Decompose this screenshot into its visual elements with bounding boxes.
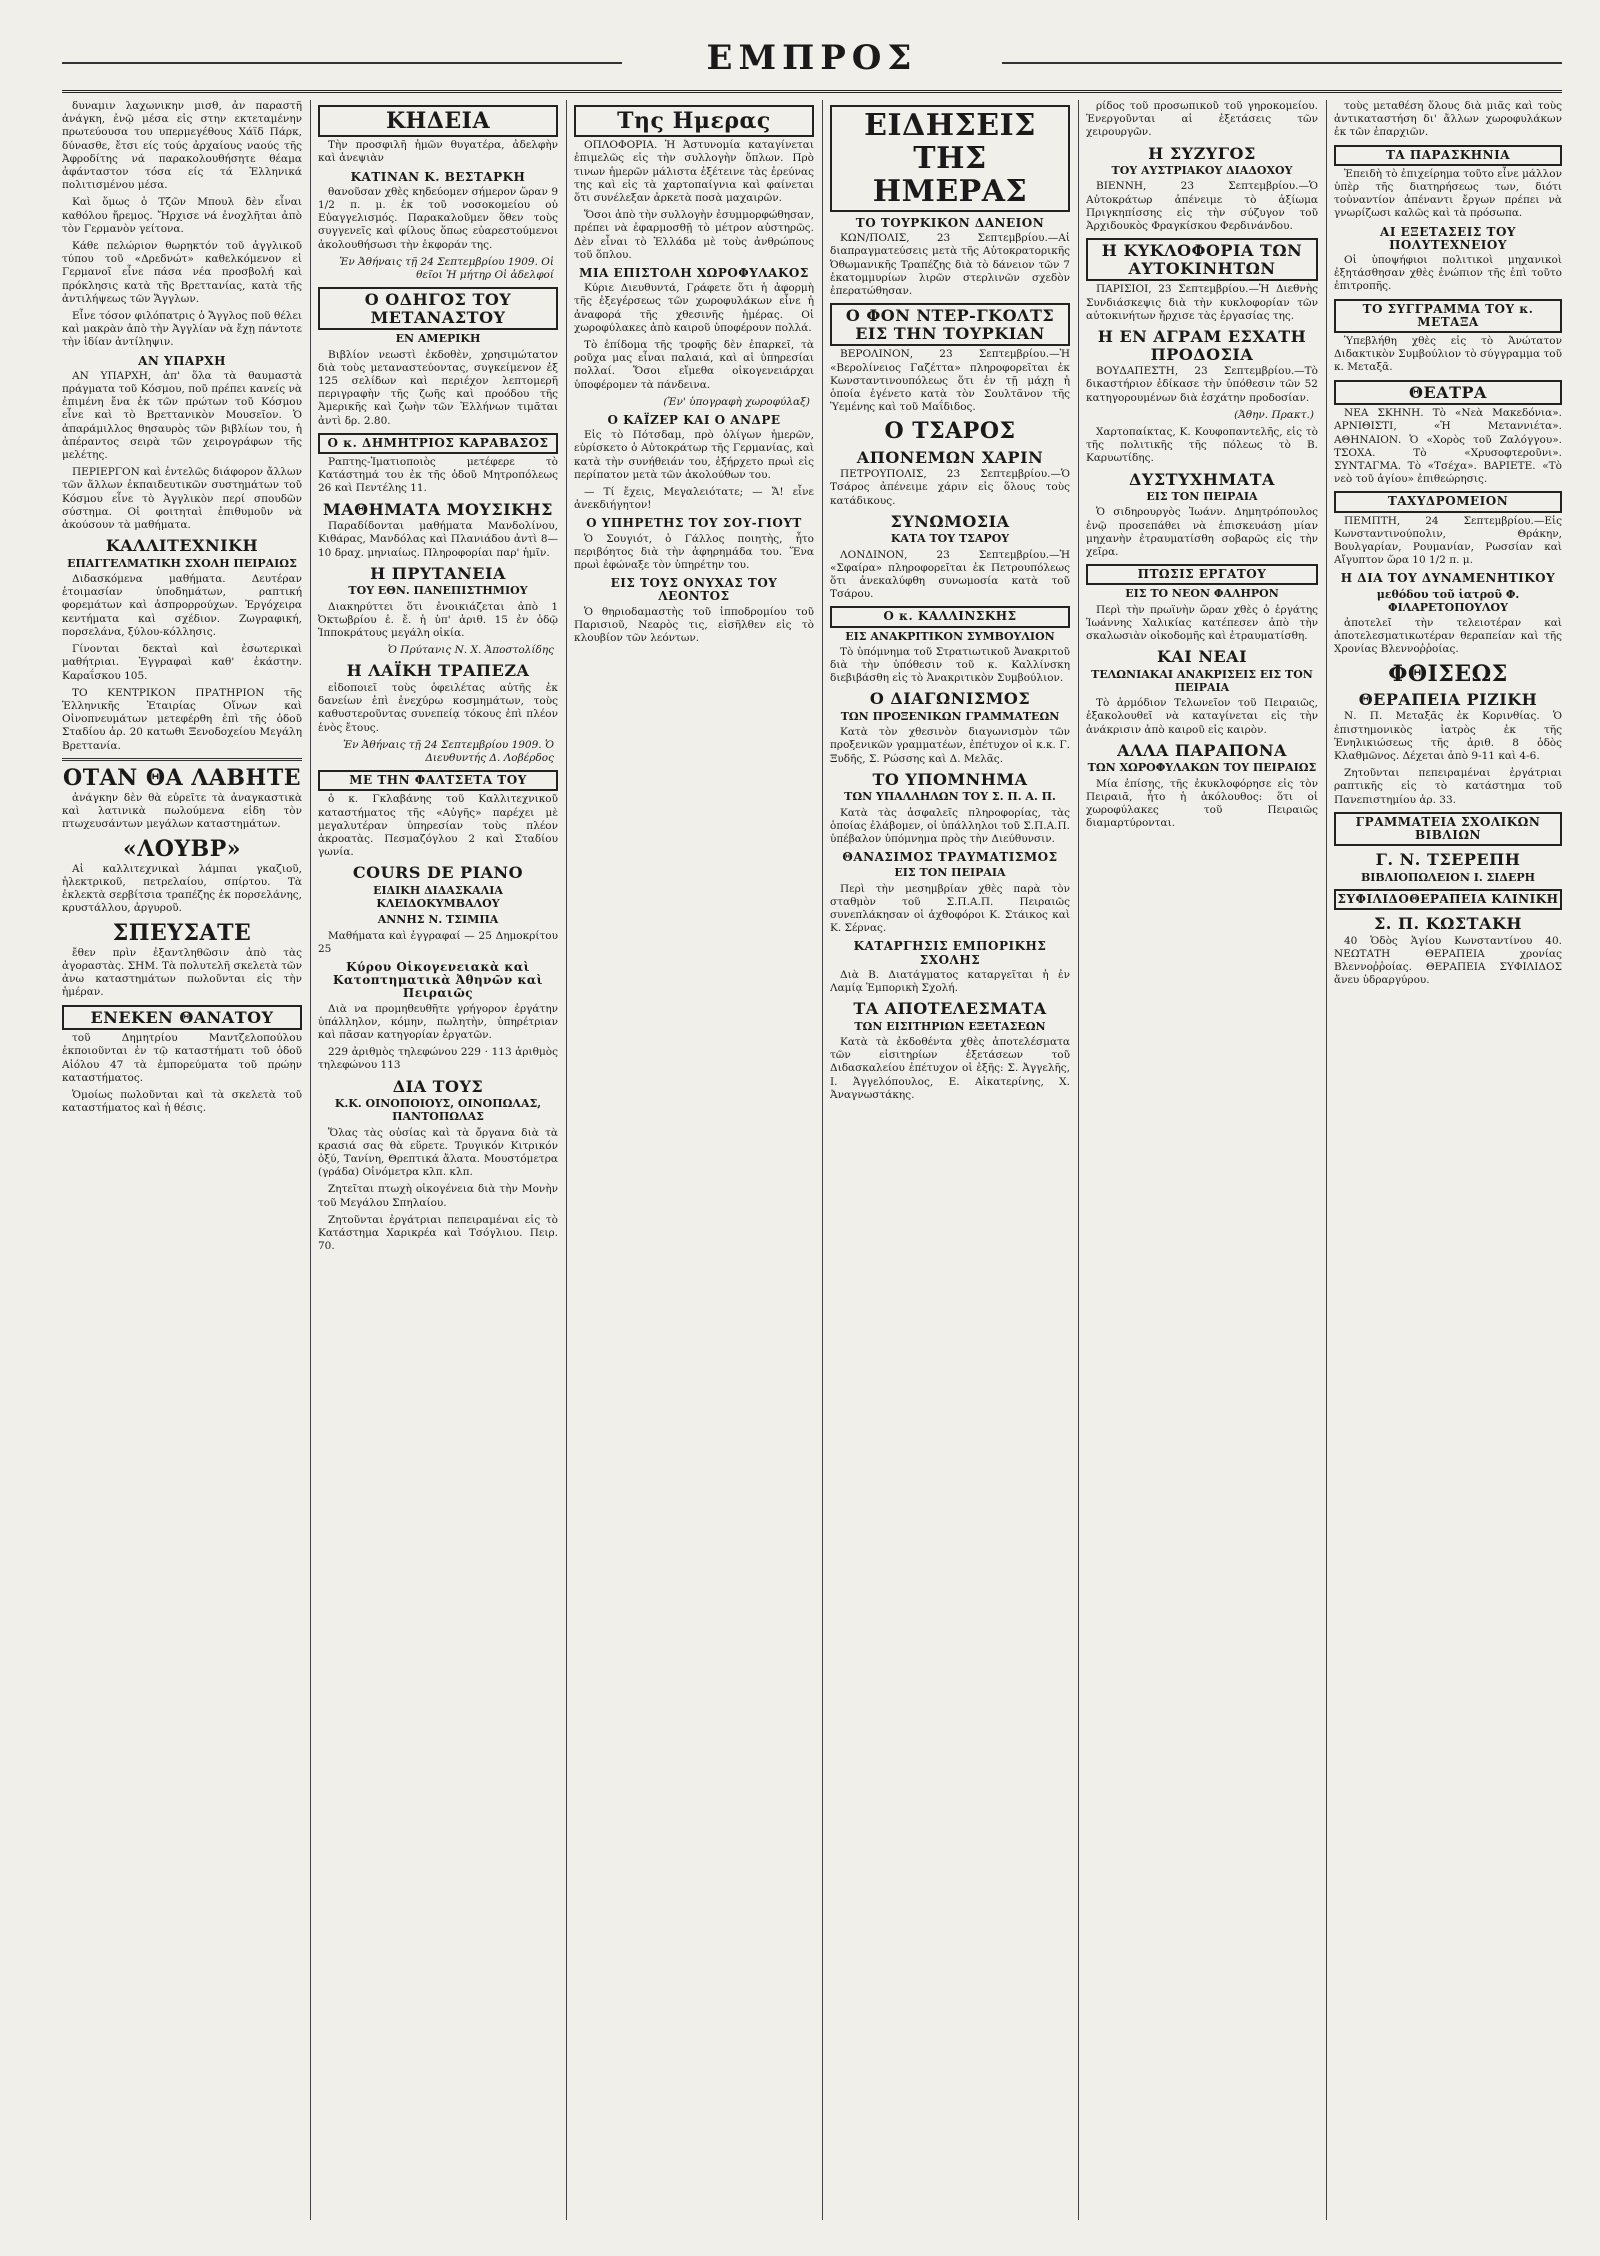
article-subheading: ΤΩΝ ΕΙΣΙΤΗΡΙΩΝ ΕΞΕΤΑΣΕΩΝ <box>854 1019 1046 1033</box>
article-text: Ραπτης-Ἰματιοποιὸς μετέφερε τὸ Κατάστημά του ἐκ τῆς ὁδοῦ Μητροπόλεως 26 καὶ Πεντέλης 11. <box>318 456 558 495</box>
article-text: ΠΑΡΙΣΙΟΙ, 23 Σεπτεμβρίου.—Ἡ Διεθνὴς Συνδιάσκεψις διὰ τὴν κυκλοφορίαν τῶν αὐτοκινήτων ἤρχισε τὰς ἐργασίας της. <box>1086 283 1318 322</box>
article-text: ὁ κ. Γκλαβάνης τοῦ Καλλιτεχνικοῦ καταστήματος τῆς «Αὐγῆς» παρέχει μὲ μεγαλυτέραν ὑπηρεσίαν τοὺς πλέον ἀκροατὰς. Πεσμαζόγλου 2 καὶ Σταδίου γωνία. <box>318 793 558 859</box>
column-divider <box>1078 100 1079 2220</box>
article-text: ΟΠΛΟΦΟΡΙΑ. Ἡ Ἀστυνομία καταγίνεται ἐπιμελῶς εἰς τὴν συλλογὴν ὅπλων. Πρὸ τινων ἡμερῶν μάλιστα ἐξέτεινε τὰς ἐρεύνας της καὶ εἰς τὰ χαρτοπαίγνια καὶ φαίνεται ὅτι συνέλεξαν ἀρκετὰ ποσὰ μαχαιρῶν. <box>574 139 814 204</box>
article-heading: ΟΤΑΝ ΘΑ ΛΑΒΗΤΕ <box>63 764 301 791</box>
article-text: Εἰς τὸ Πότσδαμ, πρὸ ὀλίγων ἡμερῶν, εὑρίσκετο ὁ Αὐτοκράτωρ τῆς Γερμανίας, καὶ κατὰ τὴν συνήθειάν του, ἐξήρχετο πρωὶ εἰς περίπατον μετὰ τῶν ἀκολούθων του. <box>574 429 814 481</box>
article-heading: ΜΙΑ ΕΠΙΣΤΟΛΗ ΧΩΡΟΦΥΛΑΚΟΣ <box>579 266 809 281</box>
article-heading: ΘΕΡΑΠΕΙΑ ΡΙΖΙΚΗ <box>1358 689 1538 709</box>
article-subheading: ΤΩΝ ΧΩΡΟΦΥΛΑΚΩΝ ΤΟΥ ΠΕΙΡΑΙΩΣ <box>1087 761 1317 775</box>
masthead-rule-right <box>1002 62 1562 64</box>
article-text: Τὴν προσφιλῆ ἡμῶν θυγατέρα, ἀδελφὴν καὶ ἀνεψιὰν <box>318 139 558 165</box>
article-heading: Η ΛΑΪΚΗ ΤΡΑΠΕΖΑ <box>346 661 530 681</box>
article-text: ΝΕΑ ΣΚΗΝΗ. Τὸ «Νεὰ Μακεδόνια». ΑΡΝΙΘΙΣΤΙ, «Ἡ Μεταννιέτα». ΑΘΗΝΑΙΟΝ. Ὁ «Χορὸς τοῦ Ζαλόγγου». ΤΣΟΧΑ. Τὸ «Χρυσοφτεροῦνι». ΣΥΝΤΑΓΜΑ. Τὸ «Τσέχα». ΒΑΡΙΕΤΕ. «Τὸ νεὸ τοῦ ἀγίου» ἐπιθεώρησις. <box>1334 407 1562 486</box>
article-subheading: ΕΙΔΙΚΗ ΔΙΔΑΣΚΑΛΙΑ ΚΛΕΙΔΟΚΥΜΒΑΛΟΥ <box>373 884 503 911</box>
article-subheading: ΕΙΣ ΤΟ ΝΕΟΝ ΦΑΛΗΡΟΝ <box>1125 587 1279 601</box>
article-heading: Ο κ. ΔΗΜΗΤΡΙΟΣ ΚΑΡΑΒΑΣΟΣ <box>318 433 558 454</box>
article-subheading: ΚΑΤΑ ΤΟΥ ΤΣΑΡΟΥ <box>890 532 1010 546</box>
article-text: Ζητοῦνται πεπειραμέναι ἐργάτριαι ραπτικῆς εἰς τὸ κατάστημα τοῦ Πανεπιστημίου ἀρ. 33. <box>1334 767 1562 806</box>
article-text: ΒΙΕΝΝΗ, 23 Σεπτεμβρίου.—Ὁ Αὐτοκράτωρ ἀπένειμε τὸ ἀξίωμα Πριγκηπίσσης εἰς τὴν σύζυγον τοῦ Ἀρχιδουκὸς Φραγκίσκου Φερδινάνδου. <box>1086 180 1318 233</box>
article-heading: ΤΑΧΥΔΡΟΜΕΙΟΝ <box>1334 491 1562 512</box>
article-signature: (Ἐν' ὑπογραφὴ χωροφύλαξ) <box>663 395 810 408</box>
article-heading: ΚΑΤΑΡΓΗΣΙΣ ΕΜΠΟΡΙΚΗΣ ΣΧΟΛΗΣ <box>853 939 1047 967</box>
article-heading: Σ. Π. ΚΩΣΤΑΚΗ <box>1373 914 1522 934</box>
article-text: τοὺς μεταθέση ὅλους διὰ μιᾶς καὶ τοὺς ἀντικαταστήση δι' ἄλλων χωροφυλάκων ἐκ τῶν ἐπαρχιῶν. <box>1334 100 1562 139</box>
column-2 <box>318 100 558 2220</box>
article-signature: Ἐν Ἀθήναις τῇ 24 Σεπτεμβρίου 1909. Οἱ θεῖοι Ἡ μήτηρ Οἱ ἀδελφοί <box>339 255 554 281</box>
newspaper-page <box>62 30 1562 2230</box>
article-heading: ΑΙ ΕΞΕΤΑΣΕΙΣ ΤΟΥ ΠΟΛΥΤΕΧΝΕΙΟΥ <box>1380 224 1516 252</box>
article-text: ΠΕΡΙΕΡΓΟΝ καὶ ἐντελῶς διάφορον ἄλλων τῶν ἄλλων ἐκπαιδευτικῶν συστημάτων τοῦ Κόσμου εἶνε τὸ Ἀγγλικὸν περί σπουδῶν σύστημα. Οἱ φοιτηταὶ ἐπιθυμοῦν νὰ ἀκούσουν τὰ μαθήματα. <box>62 466 302 532</box>
article-heading: ΤΑ ΑΠΟΤΕΛΕΣΜΑΤΑ <box>853 999 1047 1019</box>
article-subheading: ΤΟΥ ΑΥΣΤΡΙΑΚΟΥ ΔΙΑΔΟΧΟΥ <box>1111 164 1293 178</box>
article-subheading: ΤΩΝ ΠΡΟΞΕΝΙΚΩΝ ΓΡΑΜΜΑΤΕΩΝ <box>840 710 1060 723</box>
article-heading: ΔΙΑ ΤΟΥΣ <box>392 1076 484 1096</box>
newspaper-title: ΕΜΠΡΟΣ <box>706 38 918 78</box>
article-heading: ΤΑ ΠΑΡΑΣΚΗΝΙΑ <box>1334 145 1562 166</box>
article-heading: ΚΑΛΛΙΤΕΧΝΙΚΗ <box>105 536 259 556</box>
article-subheading: Κ.Κ. ΟΙΝΟΠΟΙΟΥΣ, ΟΙΝΟΠΩΛΑΣ, ΠΑΝΤΟΠΩΛΑΣ <box>334 1097 542 1124</box>
article-text: Κατὰ τὸν χθεσινὸν διαγωνισμὸν τῶν προξενικῶν γραμματέων, ἐπέτυχον οἱ κ.κ. Γ. Ξυδῆς, Σ. Ρώσσης καὶ Δ. Μελᾶς. <box>830 726 1070 765</box>
article-heading: ΕΝΕΚΕΝ ΘΑΝΑΤΟΥ <box>62 1005 302 1031</box>
article-subheading: ΒΙΒΛΙΟΠΩΛΕΙΟΝ Ι. ΣΙΔΕΡΗ <box>1360 870 1536 884</box>
article-subheading: ΕΙΣ ΤΟΝ ΠΕΙΡΑΙΑ <box>894 866 1006 880</box>
article-text: ἔθεν πρὶν ἐξαντληθῶσιν ἀπὸ τὰς ἀγοραστὰς. ΣΗΜ. Τὰ πολυτελῆ σκελετὰ τῶν ἀνω καταστημάτων πωλοῦνται εἰς τὴν ἡμέραν. <box>62 946 302 999</box>
article-text: Οἱ ὑποψήφιοι πολιτικοὶ μηχανικοὶ ἐξητάσθησαν χθὲς ἐνώπιον τῆς ἐπὶ τοῦτο ἐπιτροπῆς. <box>1334 253 1562 293</box>
article-text: ΚΩΝ/ΠΟΛΙΣ, 23 Σεπτεμβρίου.—Αἱ διαπραγματεύσεις μετὰ τῆς Αὐτοκρατορικῆς Ὀθωμανικῆς Τραπέζης διὰ τὸ δάνειον τῶν 7 ἑκατομμυρίων λιρῶν στερλινῶν σχεδὸν ἐπερατώθησαν. <box>830 232 1070 297</box>
article-heading: Ο ΟΔΗΓΟΣ ΤΟΥ ΜΕΤΑΝΑΣΤΟΥ <box>318 287 558 330</box>
article-text: Ν. Π. Μεταξᾶς ἐκ Κορινθίας. Ὁ ἐπιστημονικὸς ἰατρὸς ἐκ τῆς Ἐνηλικιώσεως τῆς ἀριθ. 8 ὁδὸς Κλαθμῶνος. Δέχεται ἀπὸ 9-11 καὶ 4-6. <box>1334 710 1562 762</box>
article-text: ρίδος τοῦ προσωπικοῦ τοῦ γηροκομείου. Ἐνεργοῦνται αἱ ἐξετάσεις τῶν χειρουργῶν. <box>1086 100 1318 139</box>
article-heading: ΤΟ ΣΥΓΓΡΑΜΜΑ ΤΟΥ κ. ΜΕΤΑΞΑ <box>1334 299 1562 333</box>
article-text: ΤΟ ΚΕΝΤΡΙΚΟΝ ΠΡΑΤΗΡΙΟΝ τῆς Ἑλληνικῆς Ἑταιρίας Οἴνων καὶ Οἰνοπνευμάτων μετεφέρθη ἐπὶ τῆς ὁδοῦ Σταδίου ἀρ. 20 κατωθι Ξενοδοχείου Μεγάλη Βρεττανία. <box>62 686 302 752</box>
article-text: Κατὰ τὰς ἀσφαλεῖς πληροφορίας, τὰς ὁποίας ἐλάβομεν, οἱ ὑπάλληλοι τοῦ Σ.Π.Α.Π. ὑπέβαλον ὑπόμνημα πρὸς τὴν Διεύθυνσιν. <box>830 806 1070 846</box>
article-text: Περὶ τὴν μεσημβρίαν χθὲς παρὰ τὸν σταθμὸν τοῦ Σ.Π.Α.Π. Πειραιῶς συνεπλάκησαν οἱ ἀχθοφόροι Κ. Στάικος καὶ Κ. Σέρνας. <box>830 882 1070 935</box>
article-text: Διὰ Β. Διατάγματος καταργεῖται ἡ ἐν Λαμίᾳ Ἐμπορικὴ Σχολή. <box>830 968 1070 994</box>
article-heading: ΘΑΝΑΣΙΜΟΣ ΤΡΑΥΜΑΤΙΣΜΟΣ <box>842 850 1058 865</box>
article-text: ἀνάγκην δὲν θὰ εὐρεῖτε τὰ ἀναγκαστικὰ καὶ λατινικὰ πωλούμενα εἰδη τὸν πτωχευσάντων μεγάλων καταστημάτων. <box>62 791 302 831</box>
article-heading: ΚΑΙ ΝΕΑΙ <box>1156 647 1248 667</box>
article-heading: ΣΥΦΙΛΙΔΟΘΕΡΑΠΕΙΑ ΚΛΙΝΙΚΗ <box>1334 889 1562 910</box>
article-text: Γίνονται δεκταὶ καὶ ἐσωτερικαὶ μαθήτριαι. Ἐγγραφαὶ καθ' ἑκάστην. Καραΐσκου 105. <box>62 643 302 682</box>
article-text: Βιβλίον νεωστὶ ἐκδοθὲν, χρησιμώτατον διὰ τοὺς μεταναστεύοντας, συγκείμενον ἐξ 125 σελίδων καὶ περιέχον λεπτομερῆ περιγραφὴν τῆς ζωῆς καὶ προόδου τῆς Ἀμερικῆς καὶ ζωὴν τῶν Ἑλλήνων τιμᾶται ἀντὶ δρ. 2.80. <box>318 348 558 427</box>
article-text: Κατὰ τὰ ἐκδοθέντα χθὲς ἀποτελέσματα τῶν εἰσιτηρίων ἐξετάσεων τοῦ Διδασκαλείου ἐπέτυχον οἱ ἑξῆς: Σ. Ἀγγελῆς, Ι. Ἀγγελόπουλος, Ε. Αἰκατερίνης, Χ. Ἀναγνωστάκης. <box>830 1036 1070 1101</box>
article-text: Κύριε Διευθυντά, Γράφετε ὅτι ἡ ἀφορμὴ τῆς ἐξεγέρσεως τῶν χωροφυλάκων εἶνε ἡ ἀναφορά τῆς χθεσινῆς ἡμέρας. Οἱ χωροφύλακες ἀπὸ καιροῦ ὑποφέρουν πολλά. <box>574 282 814 334</box>
article-text: Ζητοῦνται ἐργάτριαι πεπειραμέναι εἰς τὸ Κατάστημα Χαρικρέα καὶ Τσόγλιου. Πειρ. 70. <box>318 1213 558 1253</box>
article-heading: ΠΤΩΣΙΣ ΕΡΓΑΤΟΥ <box>1086 564 1318 585</box>
column-divider <box>566 100 567 2220</box>
article-subheading: ΤΟΥ ΕΘΝ. ΠΑΝΕΠΙΣΤΗΜΙΟΥ <box>348 584 528 598</box>
article-heading: ΑΠΟΝΕΜΩΝ ΧΑΡΙΝ <box>856 447 1044 467</box>
article-heading: Η ΠΡΥΤΑΝΕΙΑ <box>370 563 506 583</box>
article-signature: Ἐν Ἀθήναις τῇ 24 Σεπτεμβρίου 1909. Ὁ Διευθυντής Δ. Λοβέρδος <box>343 738 554 765</box>
article-text: Μαθήματα καὶ ἐγγραφαί — 25 Δημοκρίτου 25 <box>318 929 558 955</box>
article-subheading: μεθόδου τοῦ ἰατροῦ Φ. ΦΙΛΑΡΕΤΟΠΟΥΛΟΥ <box>1376 587 1520 614</box>
article-text: — Τί ἔχεις, Μεγαλειότατε; — Ἄ! εἶνε ἀνεκδιήγητον! <box>574 486 814 512</box>
column-divider <box>1326 100 1327 2220</box>
article-heading: Ο ΦΟΝ ΝΤΕΡ-ΓΚΟΛΤΣ ΕΙΣ ΤΗΝ ΤΟΥΡΚΙΑΝ <box>830 303 1070 346</box>
article-text: ΒΟΥΔΑΠΕΣΤΗ, 23 Σεπτεμβρίου.—Τὸ δικαστήριον ἐδίκασε τὴν ὑπόθεσιν τῶν 52 κατηγορουμένων διὰ ἐσχάτην προδοσίαν. <box>1086 365 1318 404</box>
article-heading: Κύρου Οἰκογενειακὰ καὶ Κατοπτηματικὰ Ἀθηνῶν καὶ Πειραιῶς <box>333 960 543 1001</box>
article-heading: Ο ΤΣΑΡΟΣ <box>884 418 1016 445</box>
article-text: ΠΕΜΠΤΗ, 24 Σεπτεμβρίου.—Εἰς Κωνσταντινούπολιν, Θράκην, Βουλγαρίαν, Ρουμανίαν, Ρωσσίαν καὶ Αἴγυπτον ὥρα 10 1/2 π. μ. <box>1334 514 1562 567</box>
article-heading: Ο κ. ΚΑΛΛΙΝΣΚΗΣ <box>830 606 1070 627</box>
article-heading: ΦΘΙΣΕΩΣ <box>1388 660 1508 687</box>
article-signature: (Ἀθην. Πρακτ.) <box>1234 408 1314 421</box>
article-text: ΑΝ ΥΠΑΡΧΗ, ἀπ' ὅλα τὰ θαυμαστὰ πράγματα τοῦ Κόσμου, ποῦ πρέπει κανείς νὰ ἐπιμένη ἔνα ἐκ τῶν πρώτων τοῦ Κόσμου εἶνε καὶ τὸ Βρεττανικὸν Μουσεῖον. Ὁ ἀπαράμιλλος θησαυρὸς τῶν βιβλίων του, ἡ ἀπέραντος σειρὰ τῶν χειρογράφων τῆς μελέτης. <box>62 369 302 462</box>
article-heading: ΓΡΑΜΜΑΤΕΙΑ ΣΧΟΛΙΚΩΝ ΒΙΒΛΙΩΝ <box>1334 812 1562 846</box>
article-text: Κάθε πελώριον θωρηκτόν τοῦ ἀγγλικοῦ τύπου τοῦ «Δρεδνώτ» καθελκόμενον εἰ Γερμανοῖ εἶνε πάσα νέα προσβολή καὶ πρόκλησις κατὰ τῆς Βρεττανίας, κατὰ τῆς ἀντιλήψεως τῶν Ἄγγλων. <box>62 240 302 305</box>
column-6 <box>1334 100 1562 2220</box>
article-subheading: ΕΠΑΓΓΕΛΜΑΤΙΚΗ ΣΧΟΛΗ ΠΕΙΡΑΙΩΣ <box>67 556 297 570</box>
article-heading: Ο ΥΠΗΡΕΤΗΣ ΤΟΥ ΣΟΥ-ΓΙΟΥΤ <box>586 516 802 531</box>
column-1 <box>62 100 302 2220</box>
article-text: Διακηρύττει ὅτι ἐνοικιάζεται ἀπὸ 1 Ὀκτωβρίου ἐ. ἔ. ἡ ὑπ' ἀριθ. 15 ἐν ὁδῷ Ἱπποκράτους μεγάλη οἰκία. <box>318 600 558 640</box>
article-text: Μία ἐπίσης, τῆς ἐκυκλοφόρησε εἰς τὸν Πειραιᾶ, ἦτο ἡ ἀκόλουθος: ὅτι οἱ χωροφύλακες τοῦ Πειραιῶς διαμαρτύρονται. <box>1086 777 1318 830</box>
article-text: Αἱ καλλιτεχνικαὶ λάμπαι γκαζιοῦ, ἡλεκτρικοῦ, πετρελαίου, σπίρτου. Τὰ ἐκλεκτὰ σερβίτσια τραπέζης ἐκ πορσελάνης, κρυστάλλου, ἀργυροῦ. <box>62 862 302 915</box>
article-text: Περὶ τὴν πρωϊνὴν ὥραν χθὲς ὁ ἐργάτης Ἰωάννης Χαλικίας κατέπεσεν ἀπὸ τὴν σκαλωσιὰν οἰκοδομῆς καὶ ἐτραυματίσθη. <box>1086 603 1318 643</box>
article-text: δυναμιν λαχωνικην μισθ, ἀν παραστῆ ἀνάγκη, ἐνῷ μέσα εἰς στην εκτεταμένην πρωτεύουσα του υπερμεγέθους Χάϊδ Πάρκ, δύνασθε, ἔτσι είς τούς ἀρχαίους ναούς τῆς Ἀφροδίτης νά παρακολουθήσητε θέαμα ἀφάνταστον τόσα είς τά Ἑλληνικά πολιτισμένου μέσα. <box>62 100 302 192</box>
article-subheading: ΕΝ ΑΜΕΡΙΚΗ <box>395 332 481 346</box>
article-text: Εἶνε τόσον φιλόπατρις ὁ Ἄγγλος ποῦ θέλει καὶ μακρὰν ἀπὸ τὴν Ἀγγλίαν νὰ ἔχῃ πάντοτε τὴν ἰδίαν ἀντίληψιν. <box>62 310 302 349</box>
article-heading: ΤΟ ΤΟΥΡΚΙΚΟΝ ΔΑΝΕΙΟΝ <box>855 216 1045 230</box>
article-heading: ΚΑΤΙΝΑΝ Κ. ΒΕΣΤΑΡΚΗ <box>350 169 526 184</box>
article-heading: ΜΑΘΗΜΑΤΑ ΜΟΥΣΙΚΗΣ <box>323 499 553 519</box>
article-heading: Της Ημερας <box>574 105 814 137</box>
article-heading: «ΛΟΥΒΡ» <box>122 835 242 862</box>
masthead <box>62 30 1562 93</box>
article-heading: ΤΟ ΥΠΟΜΝΗΜΑ <box>872 769 1028 789</box>
article-text: Καὶ ὅμως ὁ Τζῶν Μπουλ δὲν εἶναι καθόλου ἤρεμος. Ἤρχισε νά ἐνοχλῆται ἀπὸ τὸν Γερμανὸν γείτονα. <box>62 196 302 235</box>
article-text: Διὰ να προμηθευθῆτε γρήγορον ἐργάτην ὑπάλληλον, κόμην, πωλητὴν, ὑπηρέτριαν καὶ πᾶσαν κατηγορίαν ἐργατῶν. <box>318 1002 558 1042</box>
article-text: Τὸ ἐπίδομα τῆς τροφῆς δὲν ἐπαρκεῖ, τὰ ροῦχα μας εἶναι παλαιά, καὶ αἱ ὑπηρεσίαι πολλαί. Ὅσοι εἴμεθα οἰκογενειάρχαι ὑποφέρομεν τὰ πάνδεινα. <box>574 339 814 391</box>
article-heading: ΕΙΔΗΣΕΙΣ ΤΗΣ ΗΜΕΡΑΣ <box>830 105 1070 212</box>
article-heading: Η ΕΝ ΑΓΡΑΜ ΕΣΧΑΤΗ ΠΡΟΔΟΣΙΑ <box>1097 327 1307 364</box>
column-4 <box>830 100 1070 2220</box>
article-text: Ὁ σιδηρουργὸς Ἰωάνν. Δημητρόπουλος ἐνῷ προσεπάθει νὰ ἐπισκευάσῃ μίαν μηχανὴν ἐτραυματίσθη σοβαρῶς εἰς τὴν χεῖρα. <box>1086 506 1318 559</box>
article-text: Ὑπεβλήθη χθὲς εἰς τὸ Ἀνώτατον Διδακτικὸν Συμβούλιον τὸ σύγγραμμα τοῦ κ. Μεταξᾶ. <box>1334 334 1562 374</box>
column-divider <box>822 100 823 2220</box>
article-text: ἀποτελεῖ τὴν τελειοτέραν καὶ ἀποτελεσματικωτέραν θεραπείαν καὶ τῆς Χρονίας Βλεννοῤῥοίας. <box>1334 616 1562 656</box>
article-text: Ζητεῖται πτωχὴ οἰκογένεια διὰ τὴν Μονὴν τοῦ Μεγάλου Σπηλαίου. <box>318 1183 558 1209</box>
article-heading: Η ΚΥΚΛΟΦΟΡΙΑ ΤΩΝ ΑΥΤΟΚΙΝΗΤΩΝ <box>1086 238 1318 281</box>
article-subheading: ΕΙΣ ΤΟΝ ΠΕΙΡΑΙΑ <box>1146 490 1258 504</box>
article-text: Διδασκόμενα μαθήματα. Δευτέραν ἑτοιμασίαν ὑποδημάτων, ραπτική φορεμάτων καὶ ἀσπρορρούχων. Ἐργόχειρα κεντήματα καὶ σχέδιον. Ζωγραφική, πορσελάνα, ξύλου-κόλλησις. <box>62 573 302 638</box>
article-signature: Ὁ Πρύτανις Ν. Χ. Ἀποστολίδης <box>387 644 554 657</box>
article-heading: ΚΗΔΕΙΑ <box>318 105 558 137</box>
article-subheading: ΑΝΝΗΣ Ν. ΤΣΙΜΠΑ <box>377 913 499 927</box>
article-heading: Η ΣΥΖΥΓΟΣ <box>1148 143 1256 163</box>
article-subheading: ΕΙΣ ΑΝΑΚΡΙΤΙΚΟΝ ΣΥΜΒΟΥΛΙΟΝ <box>845 629 1055 643</box>
article-text: εἰδοποιεῖ τοὺς ὀφειλέτας αὐτῆς ἐκ δανείων ἐπὶ ἐνεχύρω κοσμημάτων, τοὺς καθυστεροῦντας συνεπείᾳ τόκους ἐπὶ πλέον ἑνὸς ἔτους. <box>318 682 558 734</box>
article-text: ΛΟΝΔΙΝΟΝ, 23 Σεπτεμβρίου.—Ἡ «Σφαίρα» πληροφορεῖται ἐκ Πετρουπόλεως ὅτι ἀνεκαλύφθη συνωμοσία κατὰ τοῦ Τσάρου. <box>830 548 1070 601</box>
article-text: Ὅλας τὰς οὐσίας καὶ τὰ ὄργανα διὰ τὰ κρασιά σας θὰ εὕρετε. Τρυγικόν Κιτρικόν ὀξύ, Τανίνη, Θρεπτικά ἄλατα. Μουστόμετρα (γράδα) Οἰνόμετρα κλπ. κλπ. <box>318 1126 558 1179</box>
article-heading: ΑΛΛΑ ΠΑΡΑΠΟΝΑ <box>1117 740 1287 760</box>
article-heading: COURS DE PIANO <box>352 863 524 883</box>
article-text: ΒΕΡΟΛΙΝΟΝ, 23 Σεπτεμβρίου.—Ἡ «Βερολίνειος Γαζέττα» πληροφορεῖται ἐκ Κωνσταντινουπόλεως ὅτι ἐν τῇ μάχῃ ἡ ὁποία ἐγένετο κατὰ τὸν Σουλτᾶνον τῆς Ὑεμένης καὶ τοῦ Μαΐδιδος. <box>830 348 1070 414</box>
article-heading: Ο ΚΑΪΖΕΡ ΚΑΙ Ο ΑΝΔΡΕ <box>607 413 781 428</box>
article-text: Παραδίδονται μαθήματα Μανδολίνου, Κιθάρας, Μανδόλας καὶ Πλανιάδου ἀντὶ 8—10 δραχ. μηνιαίως. Πληροφορίαι παρ' ἡμῖν. <box>318 520 558 559</box>
article-heading: ΜΕ ΤΗΝ ΦΑΛΤΣΕΤΑ ΤΟΥ <box>318 770 558 791</box>
article-subheading: ΤΩΝ ΥΠΑΛΛΗΛΩΝ ΤΟΥ Σ. Π. Α. Π. <box>844 790 1056 804</box>
article-text: Ὁμοίως πωλοῦνται καὶ τὰ σκελετὰ τοῦ καταστήματος καὶ ἡ θέσις. <box>62 1088 302 1115</box>
article-text: Τὸ ὑπόμνημα τοῦ Στρατιωτικοῦ Ἀνακριτοῦ διὰ τὴν ὑπόθεσιν τοῦ κ. Καλλίνσκη διεβιβάσθη εἰς τὸ Ἀνακριτικὸν Συμβούλιον. <box>830 645 1070 685</box>
column-divider <box>310 100 311 2220</box>
article-heading: Γ. Ν. ΤΣΕΡΕΠΗ <box>1375 850 1521 870</box>
article-text: 40 Ὁδὸς Ἁγίου Κωνσταντίνου 40. ΝΕΩΤΑΤΗ ΘΕΡΑΠΕΙΑ χρονίας Βλεννοῤῥοίας. ΘΕΡΑΠΕΙΑ ΣΥΦΙΛΙΔΟΣ ἄνευ ὑδραργύρου. <box>1334 934 1562 987</box>
article-text: ΠΕΤΡΟΥΠΟΛΙΣ, 23 Σεπτεμβρίου.—Ὁ Τσάρος ἀπένειμε χάριν εἰς ὅλους τοὺς κατάδικους. <box>830 468 1070 507</box>
article-heading: ΘΕΑΤΡΑ <box>1334 380 1562 406</box>
article-text: 229 ἀριθμὸς τηλεφώνου 229 · 113 ἀριθμὸς τηλεφώνου 113 <box>318 1046 558 1072</box>
article-subheading: ΤΕΛΩΝΙΑΚΑΙ ΑΝΑΚΡΙΣΕΙΣ ΕΙΣ ΤΟΝ ΠΕΙΡΑΙΑ <box>1091 667 1313 695</box>
article-heading: ΑΝ ΥΠΑΡΧΗ <box>138 353 226 368</box>
article-text: Ὁ Σουγιότ, ὁ Γάλλος ποιητὴς, ἦτο περιβόητος διὰ τὴν ἀφηρημάδα του. Ἕνα πρωὶ ἐφώναξε τὸν ὑπηρέτην του. <box>574 532 814 572</box>
article-text: Ὁ θηριοδαμαστὴς τοῦ ἰπποδρομίου τοῦ Παρισιοῦ, Νεαρὸς τις, εἰσῆλθεν εἰς τὸ κλουβίον τῶν λεόντων. <box>574 605 814 645</box>
column-3 <box>574 100 814 2220</box>
article-text: τοῦ Δημητρίου Μαντζελοπούλου ἐκποιοῦνται ἐν τῷ καταστήματι τοῦ ὁδοῦ Αἰόλου 47 τὰ ἐμπορεύματα τοῦ πρώην καταστήματος. <box>62 1032 302 1084</box>
column-5 <box>1086 100 1318 2220</box>
article-heading: ΣΠΕΥΣΑΤΕ <box>112 919 252 946</box>
article-heading: ΔΥΣΤΥΧΗΜΑΤΑ <box>1129 469 1275 489</box>
article-text: Ὅσοι ἀπὸ τὴν συλλογὴν ἐσυμμορφώθησαν, πρέπει νὰ ἐφαρμοσθῇ τὸ μέτρον αὐστηρῶς. Δὲν εἶναι τὸ Ἑλλάδα μὲ τοὺς ἀνθρώπους τοῦ ὅπλου. <box>574 209 814 261</box>
article-heading: ΣΥΝΩΜΟΣΙΑ <box>890 511 1010 531</box>
article-text: Ἐπειδὴ τὸ ἐπιχείρημα τοῦτο εἶνε μάλλον ὑπὲρ τῆς διατηρήσεως των, διότι τοὐναντίον ἀπέναντι ἔργων πρέπει νὰ γνωρίζωσι καλῶς καὶ τὰ πρόσωπα. <box>1334 167 1562 220</box>
section-divider <box>62 758 302 761</box>
article-heading: ΕΙΣ ΤΟΥΣ ΟΝΥΧΑΣ ΤΟΥ ΛΕΟΝΤΟΣ <box>610 576 778 604</box>
article-heading: Ο ΔΙΑΓΩΝΙΣΜΟΣ <box>869 689 1031 709</box>
article-text: Τὸ ἀρμόδιον Τελωνεῖον τοῦ Πειραιῶς, ἐξακολουθεῖ νὰ καταγίνεται εἰς τὴν ἀνάκρισιν ἀπὸ καιροῦ εἰς καιρὸν. <box>1086 697 1318 736</box>
article-text: Χαρτοπαίκτας, Κ. Κουφοπαντελῆς, εἰς τὸ τῆς πολιτικῆς τῆς πόλεως τὸ Β. Καρυωτίδης. <box>1086 426 1318 465</box>
article-text: θανοῦσαν χθὲς κηδεύομεν σήμερον ὥραν 9 1/2 π. μ. ἐκ τοῦ νοσοκομείου οὐ Εὐαγγελισμός. Παρακαλοῦμεν ὅθεν τοὺς συγγενεῖς καὶ φίλους ὅπως εὐαρεστούμενοι ἀκολουθήσωσι τὴν ἐκφοράν της. <box>318 185 558 251</box>
article-heading: Η ΔΙΑ ΤΟΥ ΔΥΝΑΜΕΝΗΤΙΚΟΥ <box>1340 571 1556 586</box>
